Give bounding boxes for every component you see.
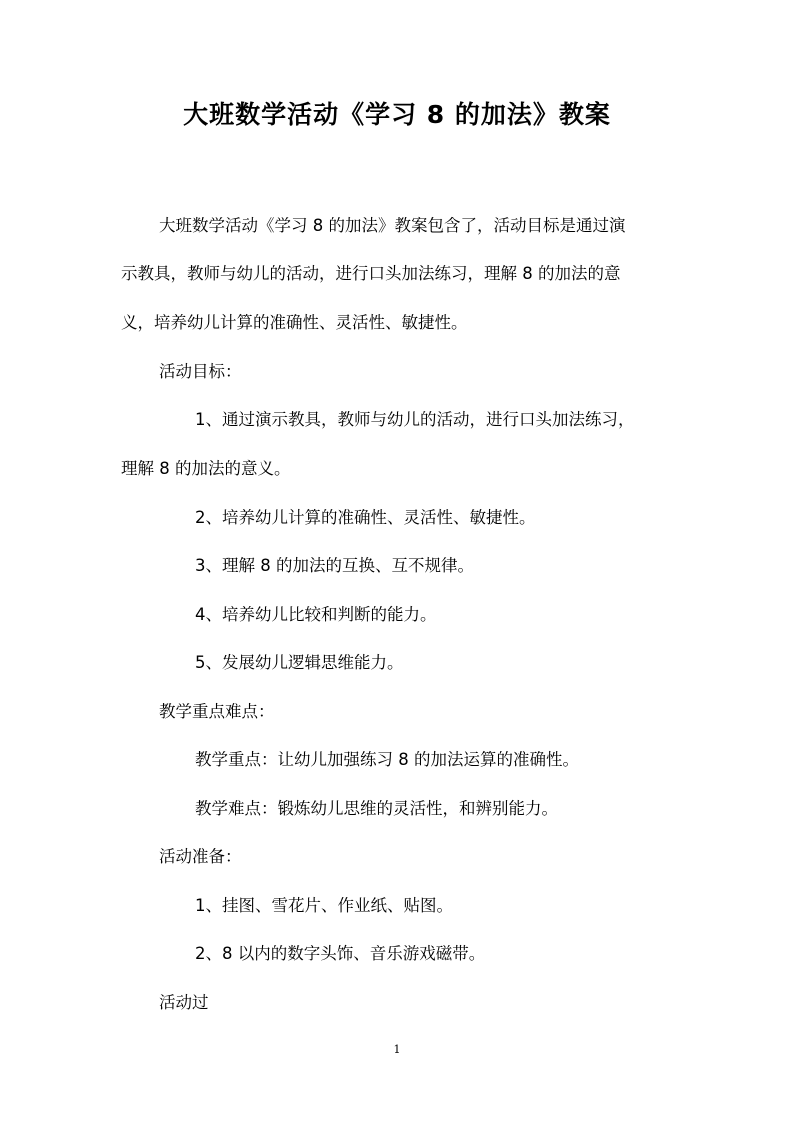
document-title: 大班数学活动《学习 8 的加法》教案 (183, 100, 611, 129)
list-item: 3、理解 8 的加法的互换、互不规律。 (195, 556, 474, 575)
paragraph-line: 大班数学活动《学习 8 的加法》教案包含了，活动目标是通过演 (159, 216, 626, 235)
list-item: 1、挂图、雪花片、作业纸、贴图。 (195, 896, 453, 915)
paragraph-line: 示教具，教师与幼儿的活动，进行口头加法练习，理解 8 的加法的意 (121, 264, 621, 283)
paragraph-line: 义，培养幼儿计算的准确性、灵活性、敏捷性。 (121, 313, 468, 332)
list-item: 1、通过演示教具，教师与幼儿的活动，进行口头加法练习， (195, 410, 635, 429)
list-item: 2、8 以内的数字头饰、音乐游戏磁带。 (195, 944, 486, 963)
section-heading: 活动目标： (159, 362, 242, 381)
list-item: 教学重点：让幼儿加强练习 8 的加法运算的准确性。 (195, 750, 579, 769)
section-heading: 活动过 (159, 993, 209, 1012)
list-item: 2、培养幼儿计算的准确性、灵活性、敏捷性。 (195, 508, 536, 527)
list-item: 5、发展幼儿逻辑思维能力。 (195, 653, 404, 672)
section-heading: 活动准备： (159, 847, 242, 866)
list-item-continuation: 理解 8 的加法的意义。 (121, 459, 291, 478)
list-item: 4、培养幼儿比较和判断的能力。 (195, 605, 437, 624)
section-heading: 教学重点难点： (159, 702, 275, 721)
list-item: 教学难点：锻炼幼儿思维的灵活性，和辨别能力。 (195, 799, 558, 818)
page-number: 1 (393, 1043, 401, 1056)
